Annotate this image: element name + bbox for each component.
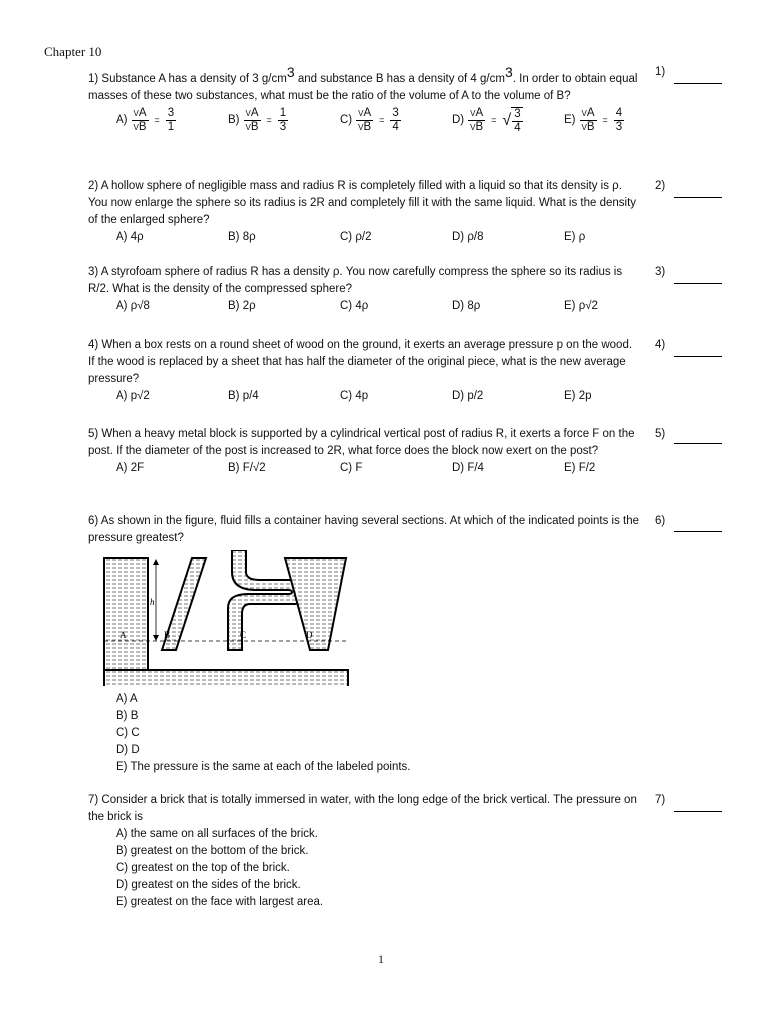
fluid-container-figure [100, 550, 350, 691]
question-3 [88, 264, 640, 315]
answer-blank-5[interactable] [674, 442, 722, 444]
option-e[interactable]: E) greatest on the face with largest area. [116, 896, 324, 908]
option-a[interactable]: A) ρ√8 [116, 300, 150, 312]
option-c[interactable]: C) F [340, 462, 363, 474]
question-4 [88, 337, 640, 405]
option-c[interactable]: C) 4ρ [340, 300, 369, 312]
option-a[interactable]: A) p√2 [116, 390, 150, 402]
option-d[interactable]: D) greatest on the sides of the brick. [116, 879, 301, 891]
label-b: B [164, 630, 171, 640]
question-5-stem: 5) When a heavy metal block is supported by a cylindrical vertical post of radius R, it exerts a force F on the post. If the diameter of the post is increased to 2R, what force does the block now exert on the post? [88, 428, 635, 457]
question-6-stem: 6) As shown in the figure, fluid fills a container having several sections. At which of the indicated points is the pressure greatest? [88, 515, 640, 544]
option-e[interactable]: E) ρ√2 [564, 300, 598, 312]
option-c[interactable]: C) $\frac{^VA}{^VB}$ = $\frac{3}{4}$ [340, 106, 399, 133]
option-b[interactable]: B) B [116, 710, 139, 722]
option-e[interactable]: E) F/2 [564, 462, 596, 474]
option-a[interactable]: A) 2F [116, 462, 145, 474]
label-a: A [120, 630, 127, 640]
answer-number-3: 3) [655, 266, 666, 278]
question-2-options [116, 229, 640, 246]
option-b[interactable]: B) 2ρ [228, 300, 256, 312]
option-b[interactable]: B) F/√2 [228, 462, 266, 474]
question-1-options [116, 107, 640, 141]
base-channel [104, 670, 348, 686]
answer-number-2: 2) [655, 180, 666, 192]
page-number: 1 [378, 952, 384, 966]
option-c[interactable]: C) greatest on the top of the brick. [116, 862, 290, 874]
answer-blank-6[interactable] [674, 530, 722, 532]
option-a[interactable]: A) 4ρ [116, 231, 144, 243]
question-4-options [116, 388, 640, 405]
question-3-stem: 3) A styrofoam sphere of radius R has a density ρ. You now carefully compress the sphere so its radius is R/2. What is the density of the compressed sphere? [88, 266, 623, 295]
left-tank [104, 558, 148, 670]
question-5 [88, 426, 640, 477]
option-b[interactable]: B) 8ρ [228, 231, 256, 243]
label-c: C [240, 630, 247, 640]
fluid-container-diagram [100, 550, 350, 686]
question-6 [88, 513, 640, 547]
chapter-heading: Chapter 10 [44, 44, 102, 59]
question-7 [88, 792, 640, 911]
answer-blank-7[interactable] [674, 810, 722, 812]
option-e[interactable]: E) 2p [564, 390, 592, 402]
label-h: h [150, 597, 155, 607]
option-c[interactable]: C) C [116, 727, 140, 739]
answer-number-4: 4) [655, 339, 666, 351]
option-d[interactable]: D) $\frac{^VA}{^VB}$ = √ $\frac{3}{4}$ [452, 107, 521, 134]
answer-number-6: 6) [655, 515, 666, 527]
answer-blank-1[interactable] [674, 82, 722, 84]
option-a[interactable]: A) A [116, 693, 138, 705]
option-a[interactable]: A) the same on all surfaces of the brick. [116, 828, 318, 840]
option-e[interactable]: E) $\frac{^VA}{^VB}$ = $\frac{4}{3}$ [564, 106, 623, 133]
option-b[interactable]: B) p/4 [228, 390, 259, 402]
option-e[interactable]: E) ρ [564, 231, 586, 243]
question-4-stem: 4) When a box rests on a round sheet of wood on the ground, it exerts an average pressure p on the wood. If the wood is replaced by a sheet that has half the diameter of the original piece, what is the new average pressure? [88, 339, 633, 385]
answer-blank-4[interactable] [674, 355, 722, 357]
option-c[interactable]: C) 4p [340, 390, 369, 402]
question-2-stem: 2) A hollow sphere of negligible mass and radius R is completely filled with a liquid so that its density is ρ. You now enlarge the sphere so its radius is 2R and completely fill it with the same liquid. What is the density of the enlarged sphere? [88, 180, 637, 226]
option-d[interactable]: D) D [116, 744, 140, 756]
answer-number-7: 7) [655, 794, 666, 806]
question-3-options [116, 298, 640, 315]
option-b[interactable]: B) greatest on the bottom of the brick. [116, 845, 309, 857]
answer-blank-3[interactable] [674, 282, 722, 284]
option-b[interactable]: B) $\frac{^VA}{^VB}$ = $\frac{1}{3}$ [228, 106, 287, 133]
question-7-stem: 7) Consider a brick that is totally immersed in water, with the long edge of the brick vertical. The pressure on the brick is [88, 794, 637, 823]
option-d[interactable]: D) 8ρ [452, 300, 481, 312]
question-2 [88, 178, 640, 246]
question-1-stem: 1) Substance A has a density of 3 $g/cm^3$ and substance B has a density of 4 $g/cm^3$. In order to obtain equal masses of these two substances, what must be the ratio of the volume of A to the volume of B? [88, 64, 638, 102]
answer-number-1: 1) [655, 66, 666, 78]
option-d[interactable]: D) p/2 [452, 390, 484, 402]
option-d[interactable]: D) F/4 [452, 462, 484, 474]
answer-number-5: 5) [655, 428, 666, 440]
question-1 [88, 64, 640, 141]
question-6-options [88, 691, 640, 776]
label-d: D [306, 630, 313, 640]
answer-blank-2[interactable] [674, 196, 722, 198]
question-5-options [116, 460, 640, 477]
option-a[interactable]: A) $\frac{^VA}{^VB}$ = $\frac{3}{1}$ [116, 106, 175, 133]
option-c[interactable]: C) ρ/2 [340, 231, 372, 243]
option-e[interactable]: E) The pressure is the same at each of the labeled points. [116, 761, 411, 773]
option-d[interactable]: D) ρ/8 [452, 231, 484, 243]
